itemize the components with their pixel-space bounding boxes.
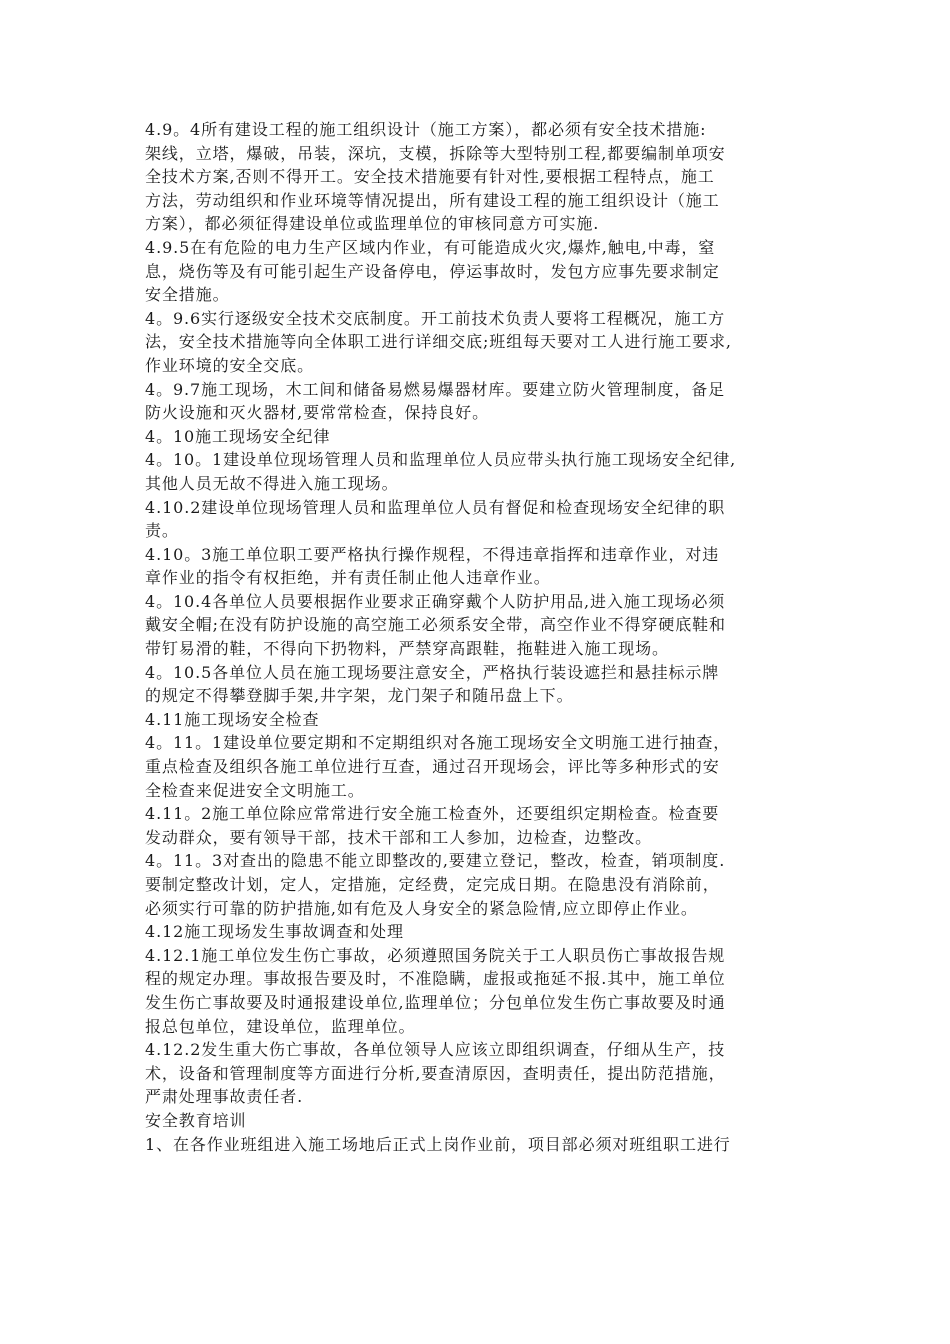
- text-line: 4.11施工现场安全检查: [145, 709, 320, 729]
- text-line: 4。10.4各单位人员要根据作业要求正确穿戴个人防护用品,进入施工现场必须: [145, 591, 726, 611]
- text-line: 全检查来促进安全文明施工。: [145, 780, 365, 800]
- text-line: 发动群众，要有领导干部，技术干部和工人参加，边检查，边整改。: [145, 827, 653, 847]
- text-line: 4。10。1建设单位现场管理人员和监理单位人员应带头执行施工现场安全纪律,: [145, 450, 737, 470]
- text-line: 4.9。4所有建设工程的施工组织设计（施工方案），都必须有安全技术措施:: [145, 120, 707, 139]
- text-line: 4.9.5在有危险的电力生产区域内作业，有可能造成火灾,爆炸,触电,中毒，窒: [145, 237, 716, 257]
- text-line: 戴安全帽;在没有防护设施的高空施工必须系安全带，高空作业不得穿硬底鞋和: [145, 615, 726, 635]
- text-line: 4。11。1建设单位要定期和不定期组织对各施工现场安全文明施工进行抽查，: [145, 733, 731, 753]
- text-line: 的规定不得攀登脚手架,井字架，龙门架子和随吊盘上下。: [145, 686, 574, 706]
- text-line: 方案），都必须征得建设单位或监理单位的审核同意方可实施.: [145, 214, 600, 234]
- text-line: 作业环境的安全交底。: [145, 355, 315, 375]
- text-line: 全技术方案,否则不得开工。安全技术措施要有针对性,要根据工程特点，施工: [145, 167, 715, 187]
- text-line: 严肃处理事故责任者.: [145, 1087, 304, 1107]
- text-line: 4.10.2建设单位现场管理人员和监理单位人员有督促和检查现场安全纪律的职: [145, 497, 726, 517]
- text-line: 4。9.7施工现场，木工间和储备易燃易爆器材库。要建立防火管理制度，备足: [145, 379, 726, 399]
- document-body: [145, 118, 815, 1156]
- text-line: 4。11。3对查出的隐患不能立即整改的,要建立登记，整改，检查，销项制度.: [145, 851, 726, 871]
- text-line: 术，设备和管理制度等方面进行分析,要查清原因，查明责任，提出防范措施，: [145, 1063, 726, 1083]
- text-line: 方法，劳动组织和作业环境等情况提出，所有建设工程的施工组织设计（施工: [145, 190, 720, 210]
- text-line: 4.12施工现场发生事故调查和处理: [145, 922, 404, 942]
- text-line: 带钉易滑的鞋，不得向下扔物料，严禁穿高跟鞋，拖鞋进入施工现场。: [145, 639, 669, 659]
- text-line: 章作业的指令有权拒绝，并有责任制止他人违章作业。: [145, 568, 551, 588]
- text-line: 4。10施工现场安全纪律: [145, 426, 331, 446]
- text-line: 重点检查及组织各施工单位进行互查，通过召开现场会，评比等多种形式的安: [145, 757, 720, 777]
- text-line: 其他人员无故不得进入施工现场。: [145, 473, 399, 493]
- text-line: 报总包单位，建设单位，监理单位。: [145, 1016, 416, 1036]
- text-line: 4。9.6实行逐级安全技术交底制度。开工前技术负责人要将工程概况，施工方: [145, 308, 726, 328]
- text-line: 架线，立塔，爆破，吊装，深坑，支模，拆除等大型特别工程,都要编制单项安: [145, 143, 726, 163]
- text-line: 4.12.1施工单位发生伤亡事故，必须遵照国务院关于工人职员伤亡事故报告规: [145, 945, 726, 965]
- text-line: 要制定整改计划，定人，定措施，定经费，定完成日期。在隐患没有消除前，: [145, 875, 720, 894]
- text-line: 程的规定办理。事故报告要及时，不准隐瞒，虚报或拖延不报.其中，施工单位: [145, 969, 726, 989]
- text-line: 防火设施和灭火器材,要常常检查，保持良好。: [145, 403, 489, 423]
- text-line: 安全措施。: [145, 285, 230, 305]
- text-line: 安全教育培训: [145, 1110, 247, 1130]
- text-line: 发生伤亡事故要及时通报建设单位,监理单位；分包单位发生伤亡事故要及时通: [145, 992, 726, 1012]
- text-line: 4.11。2施工单位除应常常进行安全施工检查外，还要组织定期检查。检查要: [145, 804, 720, 824]
- text-line: 责。: [145, 521, 179, 541]
- text-line: 法，安全技术措施等向全体职工进行详细交底;班组每天要对工人进行施工要求,: [145, 332, 732, 352]
- text-line: 必须实行可靠的防护措施,如有危及人身安全的紧急险情,应立即停止作业。: [145, 898, 698, 918]
- text-line: 1、在各作业班组进入施工场地后正式上岗作业前，项目部必须对班组职工进行: [145, 1134, 731, 1154]
- text-line: 4。10.5各单位人员在施工现场要注意安全，严格执行装设遮拦和悬挂标示牌: [145, 662, 720, 682]
- text-line: 4.10。3施工单位职工要严格执行操作规程，不得违章指挥和违章作业，对违: [145, 544, 720, 564]
- text-line: 4.12.2发生重大伤亡事故，各单位领导人应该立即组织调查，仔细从生产，技: [145, 1040, 726, 1060]
- text-line: 息，烧伤等及有可能引起生产设备停电，停运事故时，发包方应事先要求制定: [145, 261, 720, 281]
